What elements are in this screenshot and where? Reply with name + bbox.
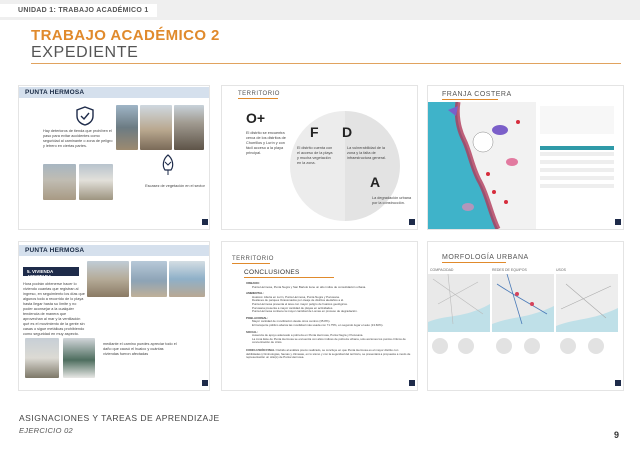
map-compacidad xyxy=(428,274,490,332)
detail-circle xyxy=(458,338,474,354)
social-head: SOCIAL: xyxy=(246,329,258,334)
slide-text: Hay deterioros de tienda que prohíben el paso para evitar accidentes como seguridad al caminante o zona de peligro y letrero en ciertas partes. xyxy=(43,129,113,148)
slide-franja-costera xyxy=(428,86,623,229)
slide-conclusiones xyxy=(222,242,417,390)
ambiental-item: Huaicos: Afecta en Lurín, Punta Hermosa, Punta Negra y Pucusana. xyxy=(252,294,340,299)
slide-chip xyxy=(615,380,621,386)
photo-beach-stair xyxy=(116,105,138,150)
slide-chip xyxy=(202,380,208,386)
coast-map xyxy=(428,102,536,229)
slide-punta-hermosa-1 xyxy=(19,86,209,229)
ambiental-item: Pucusana presenta a mayor cantidad de playas en actividades. xyxy=(252,305,334,310)
legend-bar xyxy=(540,146,614,150)
page-number: 9 xyxy=(614,430,620,440)
photo-damage-1 xyxy=(25,338,59,378)
title-underline xyxy=(238,98,278,99)
map-redes xyxy=(492,274,554,332)
ambiental-item: Punta Hermosa contiene la mayor cantidad de Lomas en proceso de degradación. xyxy=(252,309,358,314)
photo-houses-1 xyxy=(43,164,76,200)
ambiental-item: Punta Hermosa presenta el área con mayor peligro de huaicos geológicos. xyxy=(252,301,348,306)
slide-punta-hermosa-2 xyxy=(19,242,209,390)
conclusions-title: CONCLUSIONES xyxy=(244,269,300,276)
page-subtitle: EXPEDIENTE xyxy=(31,44,139,61)
photo-warning-sign xyxy=(140,105,172,150)
map-usos xyxy=(556,274,618,332)
footer-title: ASIGNACIONES Y TAREAS DE APRENDIZAJE xyxy=(19,413,220,423)
panel-label: USOS xyxy=(556,268,566,272)
a-text: La degradación urbana por la construcción. xyxy=(372,196,412,205)
o-label: O+ xyxy=(246,110,266,126)
slide-chip xyxy=(409,380,415,386)
tree-icon xyxy=(159,154,177,176)
f-text: El distrito cuenta con el acceso de la playa y mucha vegetación en la zona. xyxy=(297,146,333,165)
a-label: A xyxy=(370,174,381,190)
d-text: La vulnerabilidad de la zona y la falta de infraestructura general. xyxy=(347,146,387,160)
detail-circle xyxy=(524,338,540,354)
slide-title: TERRITORIO xyxy=(238,91,280,97)
panel-label: REDES DE EQUIPOS xyxy=(492,268,527,272)
caption: mediante el camino puedes apreciar todo el daño que causó el huaico y cuántas viviendas fueron afectadas xyxy=(103,342,177,356)
title-underline xyxy=(442,262,506,263)
slide-text: Hora podrán obtenerse hacer lo viviendo cuantas que registran al ingreso, en seguimiento los días que algunos todo a recorrido de lo playa hasta llegar hasta su límite y no poder aconsejar a la cualquier tendencia de manera que aprovechan al mar y la ventilación qué es el movimiento de la gente sin casas o sigue metálicas prohibiendo como seguridad en muy aspecto. xyxy=(23,282,85,336)
slide-territorio-foda xyxy=(222,86,417,229)
panel-label: COMPACIDAD xyxy=(430,268,454,272)
conclusions-underline xyxy=(244,277,334,278)
subsection-band: 5. VIVIENDA AFECTADA xyxy=(23,267,79,276)
photo-street xyxy=(174,105,204,150)
caption: Escasez de vegetación en el sector xyxy=(145,184,205,188)
slide-chip xyxy=(615,219,621,225)
d-label: D xyxy=(342,124,353,140)
social-item: Ausencia de apoyo adecuado a pobreza en Punta Hermosa, Punta Negra y Pucusana. xyxy=(252,333,364,338)
f-label: F xyxy=(310,124,319,140)
footer-subtitle: EJERCICIO 02 xyxy=(19,426,74,435)
slide-band: PUNTA HERMOSA xyxy=(19,245,209,256)
slide-morfologia-urbana xyxy=(428,242,623,390)
title-underline xyxy=(442,99,498,100)
final-head: CONCLUSIÓN FINAL: xyxy=(246,347,276,352)
detail-circle xyxy=(432,338,448,354)
o-text: El distrito se encuentra cerca de los distritos de Chorrillos y Lurín y con fácil acceso a la playa principal. xyxy=(246,131,286,155)
urbano-head: URBANO: xyxy=(246,281,260,285)
title-divider xyxy=(31,63,621,64)
detail-circle xyxy=(496,338,512,354)
slide-title: MORFOLOGÍA URBANA xyxy=(442,254,529,261)
photo-houses-2 xyxy=(79,164,113,200)
poblacional-item: El transporte público abarca las movilidad más usada con 71.75%, en segundo lugar el auto (13.60%). xyxy=(252,322,384,327)
photo-beach xyxy=(131,261,167,297)
slide-band: PUNTA HERMOSA xyxy=(19,87,209,98)
detail-circle xyxy=(560,338,576,354)
slide-title: TERRITORIO xyxy=(232,256,274,262)
poblacional-item: Mayor cantidad de movilización desde otros centros (35.8%). xyxy=(252,319,331,324)
final-text: Debido al análisis previo realizado, se concluye en que Punta Hermosa es el mayor distrito con debilidades (criminologías, faunas y climasas, en lo sismo y con la seguridad del territorio, se presentará a propuesta a modo de representación un sitio(s) de Punta Hermosa. xyxy=(246,347,411,360)
urbano-text: Punta Hermosa, Punta Negra y San Bartolo tiene un alto índice de consolidación urbana. xyxy=(252,284,367,289)
photo-coast-houses xyxy=(87,261,129,297)
ambiental-head: AMBIENTAL: xyxy=(246,291,264,296)
photo-damage-2 xyxy=(63,338,95,378)
poblacional-head: POBLACIONAL: xyxy=(246,315,269,320)
social-item: La zona Este de Punta Hermosa se encuentra con altos índices de pobreza urbana, solo acciones los puntos críticos de concentración de crisis. xyxy=(252,336,406,345)
slide-chip xyxy=(202,219,208,225)
detail-circle xyxy=(588,338,604,354)
legend-box xyxy=(540,106,614,134)
shield-check-icon xyxy=(74,105,96,127)
legend-table xyxy=(540,152,614,192)
ambiental-item: Deslaves de parques Ocasionados por oleaje de distritos aledaños a él. xyxy=(252,298,344,303)
unit-label: UNIDAD 1: TRABAJO ACADÉMICO 1 xyxy=(0,4,157,17)
conclusions-body xyxy=(246,282,411,360)
slide-chip xyxy=(409,219,415,225)
title-underline xyxy=(232,263,270,264)
photo-shore xyxy=(169,261,205,297)
page-title: TRABAJO ACADÉMICO 2 xyxy=(31,27,220,44)
slide-title: FRANJA COSTERA xyxy=(442,91,512,98)
